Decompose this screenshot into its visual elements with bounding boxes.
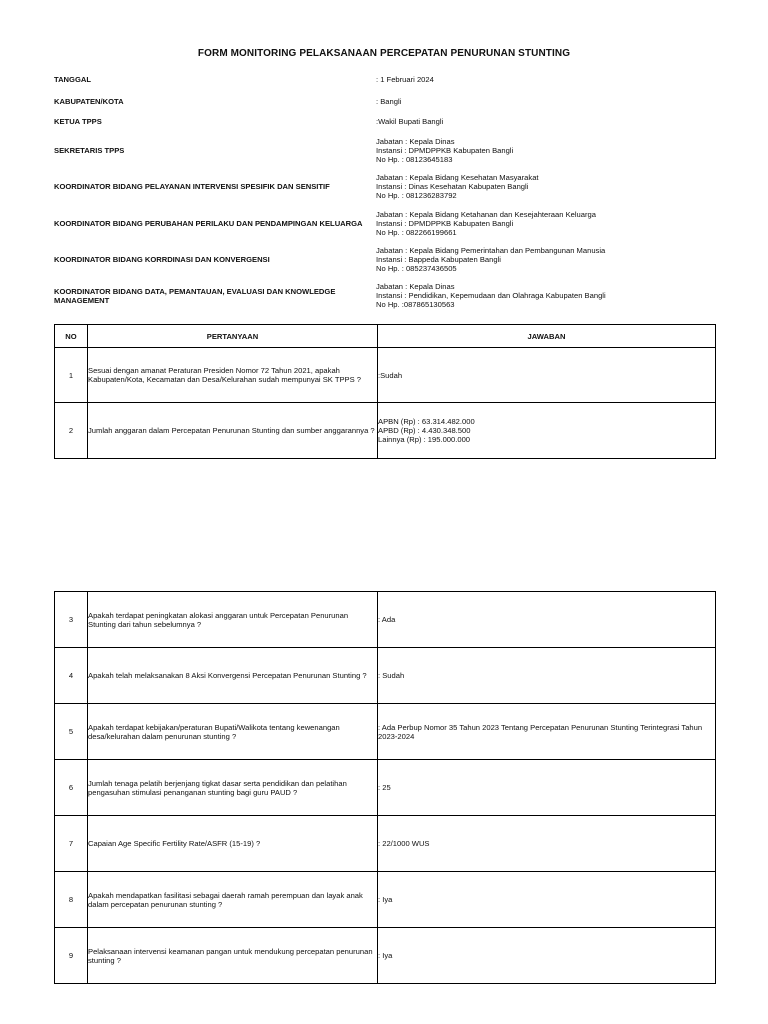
table-row bbox=[55, 816, 716, 872]
kabupaten-value: : Bangli bbox=[376, 97, 402, 106]
tanggal-label: TANGGAL bbox=[54, 75, 91, 84]
question-text: Jumlah tenaga pelatih berjenjang tigkat dasar serta pendidikan dan pelatihan pengasuhan stimulasi penanganan stunting bagi guru PAUD ? bbox=[88, 760, 378, 816]
row-number: 3 bbox=[55, 592, 88, 648]
question-text: Apakah terdapat peningkatan alokasi anggaran untuk Percepatan Penurunan Stunting dari tahun sebelumnya ? bbox=[88, 592, 378, 648]
table-row bbox=[55, 348, 716, 403]
question-text: Pelaksanaan intervensi keamanan pangan untuk mendukung percepatan penurunan stunting ? bbox=[88, 928, 378, 984]
table-row bbox=[55, 592, 716, 648]
question-text: Apakah mendapatkan fasilitasi sebagai daerah ramah perempuan dan layak anak dalam percepatan penurunan stunting ? bbox=[88, 872, 378, 928]
answer-text: : Ada bbox=[378, 592, 716, 648]
col-pertanyaan-header: PERTANYAAN bbox=[88, 325, 378, 348]
koordinator-konvergensi-label: KOORDINATOR BIDANG KORRDINASI DAN KONVERGENSI bbox=[54, 255, 270, 264]
answer-text: : 22/1000 WUS bbox=[378, 816, 716, 872]
table-header-row bbox=[55, 325, 716, 348]
koordinator-konvergensi-value: Jabatan : Kepala Bidang Pemerintahan dan Pembangunan Manusia Instansi : Bappeda Kabupaten Bangli No Hp. : 085237436505 bbox=[376, 246, 606, 273]
table-row bbox=[55, 648, 716, 704]
row-number: 4 bbox=[55, 648, 88, 704]
koordinator-intervensi-value: Jabatan : Kepala Bidang Kesehatan Masyarakat Instansi : Dinas Kesehatan Kabupaten Bangli No Hp. : 081236283792 bbox=[376, 173, 539, 200]
answer-text: : Ada Perbup Nomor 35 Tahun 2023 Tentang Percepatan Penurunan Stunting Terintegrasi Tahun 2023-2024 bbox=[378, 704, 716, 760]
question-text: Apakah terdapat kebijakan/peraturan Bupati/Walikota tentang kewenangan desa/kelurahan dalam penurunan stunting ? bbox=[88, 704, 378, 760]
row-number: 1 bbox=[55, 348, 88, 403]
table-row bbox=[55, 704, 716, 760]
form-title: FORM MONITORING PELAKSANAAN PERCEPATAN PENURUNAN STUNTING bbox=[197, 48, 571, 59]
ketua-label: KETUA TPPS bbox=[54, 117, 102, 126]
question-text: Jumlah anggaran dalam Percepatan Penurunan Stunting dan sumber anggarannya ? bbox=[88, 403, 378, 459]
question-text: Sesuai dengan amanat Peraturan Presiden Nomor 72 Tahun 2021, apakah Kabupaten/Kota, Kecamatan dan Desa/Kelurahan sudah mempunyai SK TPPS ? bbox=[88, 348, 378, 403]
col-no-header: NO bbox=[55, 325, 88, 348]
table-row bbox=[55, 872, 716, 928]
answer-text: : Iya bbox=[378, 928, 716, 984]
table-row bbox=[55, 928, 716, 984]
row-number: 9 bbox=[55, 928, 88, 984]
koordinator-data-value: Jabatan : Kepala Dinas Instansi : Pendidikan, Kepemudaan dan Olahraga Kabupaten Bangli No Hp. :087865130563 bbox=[376, 282, 606, 309]
questions-table-part-1 bbox=[54, 324, 716, 459]
sekretaris-label: SEKRETARIS TPPS bbox=[54, 146, 125, 155]
row-number: 8 bbox=[55, 872, 88, 928]
row-number: 5 bbox=[55, 704, 88, 760]
table-row bbox=[55, 403, 716, 459]
table-row bbox=[55, 760, 716, 816]
row-number: 2 bbox=[55, 403, 88, 459]
tanggal-value: : 1 Februari 2024 bbox=[376, 75, 434, 84]
row-number: 6 bbox=[55, 760, 88, 816]
row-number: 7 bbox=[55, 816, 88, 872]
questions-table-part-2 bbox=[54, 591, 716, 984]
sekretaris-value: Jabatan : Kepala Dinas Instansi : DPMDPPKB Kabupaten Bangli No Hp. : 08123645183 bbox=[376, 137, 514, 164]
answer-text: : 25 bbox=[378, 760, 716, 816]
col-jawaban-header: JAWABAN bbox=[378, 325, 716, 348]
question-text: Capaian Age Specific Fertility Rate/ASFR (15-19) ? bbox=[88, 816, 378, 872]
question-text: Apakah telah melaksanakan 8 Aksi Konvergensi Percepatan Penurunan Stunting ? bbox=[88, 648, 378, 704]
ketua-value: :Wakil Bupati Bangli bbox=[376, 117, 444, 126]
koordinator-perilaku-value: Jabatan : Kepala Bidang Ketahanan dan Kesejahteraan Keluarga Instansi : DPMDPPKB Kabupaten Bangli No Hp. : 082266199661 bbox=[376, 210, 596, 237]
koordinator-perilaku-label: KOORDINATOR BIDANG PERUBAHAN PERILAKU DAN PENDAMPINGAN KELUARGA bbox=[54, 219, 363, 228]
answer-text: :Sudah bbox=[378, 348, 716, 403]
koordinator-data-label: KOORDINATOR BIDANG DATA, PEMANTAUAN, EVALUASI DAN KNOWLEDGE MANAGEMENT bbox=[54, 287, 336, 305]
koordinator-intervensi-label: KOORDINATOR BIDANG PELAYANAN INTERVENSI SPESIFIK DAN SENSITIF bbox=[54, 182, 330, 191]
answer-text: APBN (Rp) : 63.314.482.000 APBD (Rp) : 4.430.348.500 Lainnya (Rp) : 195.000.000 bbox=[378, 403, 716, 459]
answer-text: : Sudah bbox=[378, 648, 716, 704]
answer-text: : Iya bbox=[378, 872, 716, 928]
kabupaten-label: KABUPATEN/KOTA bbox=[54, 97, 124, 106]
